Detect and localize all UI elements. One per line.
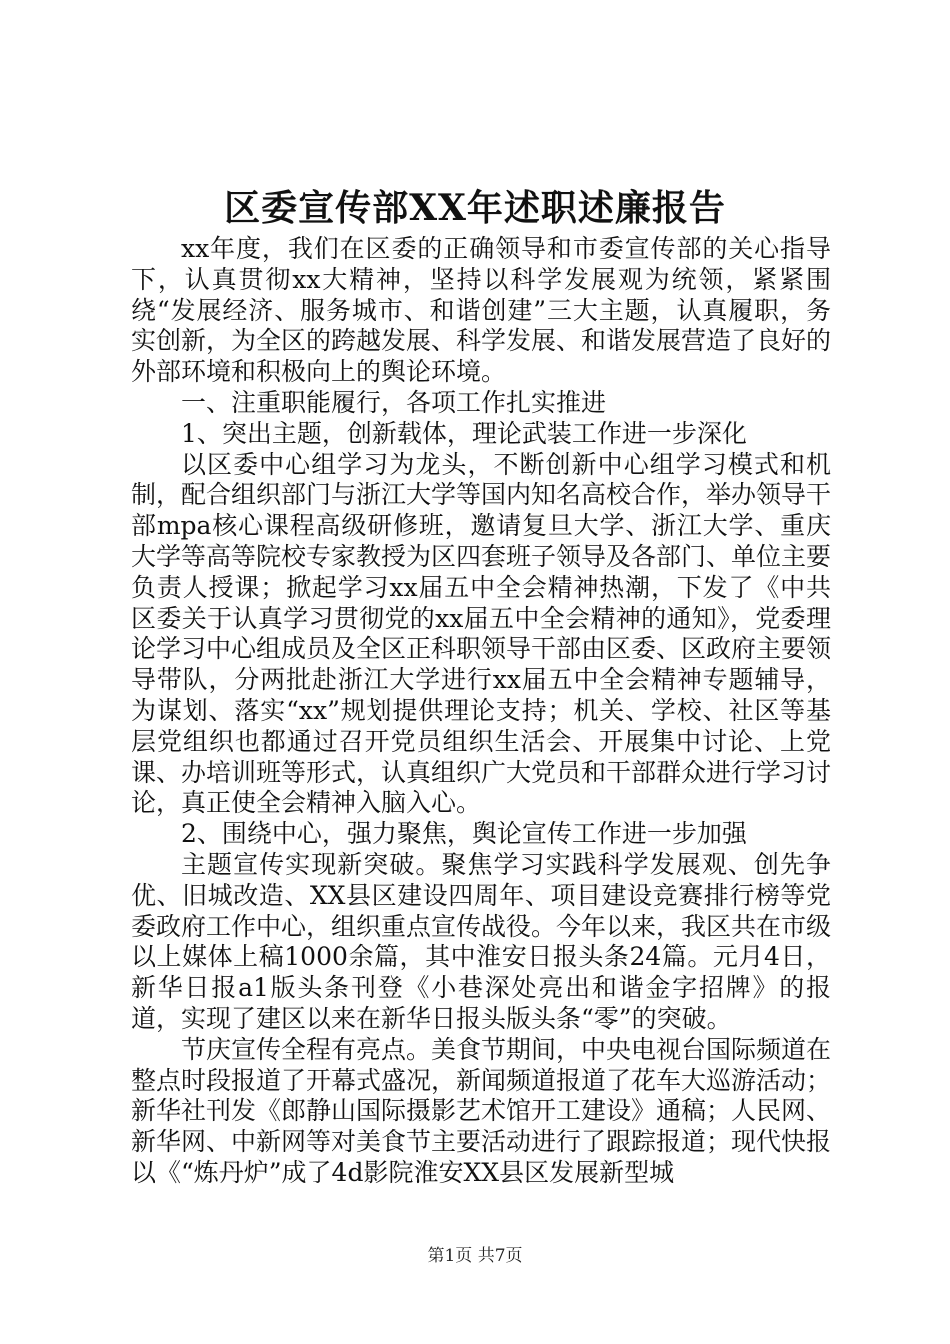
page-number-footer: 第1页 共7页: [427, 1246, 523, 1266]
paragraph-festival-publicity: 节庆宣传全程有亮点。美食节期间，中央电视台国际频道在整点时段报道了开幕式盛况，新闻频道报道了花车大巡游活动；新华社刊发《郎静山国际摄影艺术馆开工建设》通稿；人民网、新华网、中新网等对美食节主要活动进行了跟踪报道；现代快报以《“炼丹炉”成了4d影院淮安XX县区发展新型城: [131, 1034, 832, 1187]
paragraph-theme-publicity: 主题宣传实现新突破。聚焦学习实践科学发展观、创先争优、旧城改造、XX县区建设四周年、项目建设竞赛排行榜等党委政府工作中心，组织重点宣传战役。今年以来，我区共在市级以上媒体上稿1000余篇，其中淮安日报头条24篇。元月4日，新华日报a1版头条刊登《小巷深处亮出和谐金字招牌》的报道，实现了建区以来在新华日报头版头条“零”的突破。: [131, 849, 832, 1033]
subsection-heading-2: 2、围绕中心，强力聚焦，舆论宣传工作进一步加强: [181, 819, 747, 849]
paragraph-theory-study: 以区委中心组学习为龙头，不断创新中心组学习模式和机制，配合组织部门与浙江大学等国内知名高校合作，举办领导干部mpa核心课程高级研修班，邀请复旦大学、浙江大学、重庆大学等高等院校专家教授为区四套班子领导及各部门、单位主要负责人授课；掀起学习xx届五中全会精神热潮，下发了《中共区委关于认真学习贯彻党的xx届五中全会精神的通知》，党委理论学习中心组成员及全区正科职领导干部由区委、区政府主要领导带队，分两批赴浙江大学进行xx届五中全会精神专题辅导，为谋划、落实“xx”规划提供理论支持；机关、学校、社区等基层党组织也都通过召开党员组织生活会、开展集中讨论、上党课、办培训班等形式，认真组织广大党员和干部群众进行学习讨论，真正使全会精神入脑入心。: [131, 449, 832, 818]
document-title: 区委宣传部XX年述职述廉报告: [224, 187, 726, 229]
section-heading-1: 一、注重职能履行，各项工作扎实推进: [181, 387, 607, 417]
subsection-heading-1: 1、突出主题，创新载体，理论武装工作进一步深化: [181, 418, 747, 448]
paragraph-intro: xx年度，我们在区委的正确领导和市委宣传部的关心指导下，认真贯彻xx大精神，坚持以科学发展观为统领，紧紧围绕“发展经济、服务城市、和谐创建”三大主题，认真履职，务实创新，为全区的跨越发展、科学发展、和谐发展营造了良好的外部环境和积极向上的舆论环境。: [131, 234, 832, 387]
document-body: [131, 234, 831, 1189]
